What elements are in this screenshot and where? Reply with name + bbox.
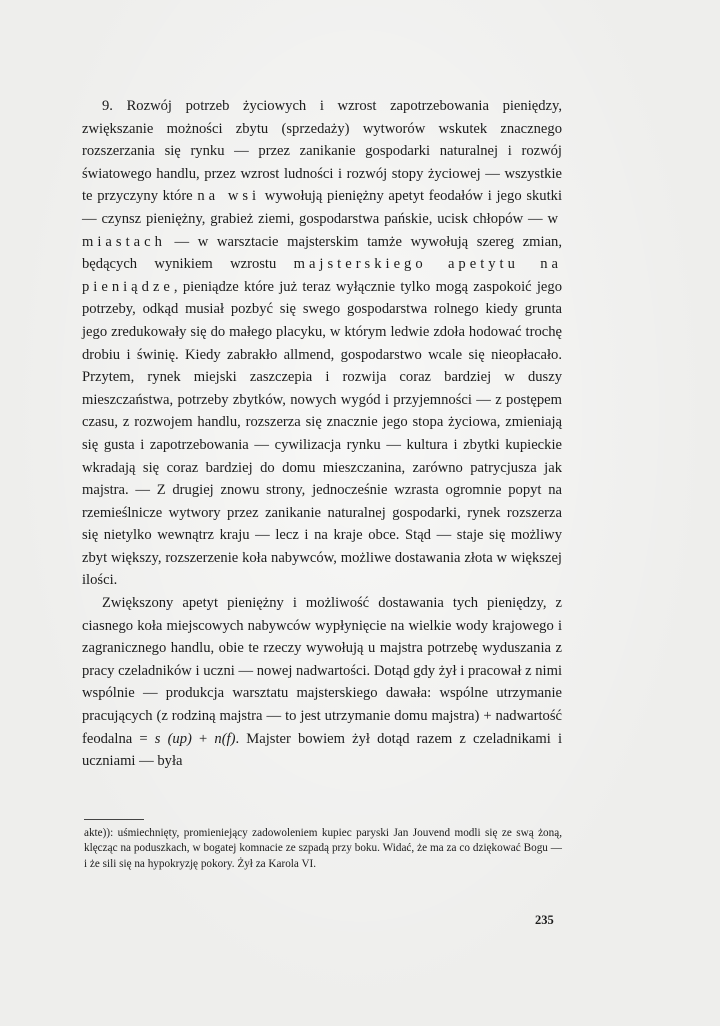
footnote-rule: [84, 819, 144, 820]
formula-term: n(f): [214, 730, 236, 747]
text-run: Zwiększony apetyt pieniężny i możliwość dostawania tych pieniędzy, z ciasnego koła miejscowych nabywców wypłynięcie na wielkie wody krajowego i zagranicznego handlu, obie te rzeczy wywołują u majstra potrzebę wyduszania z pracy czeladników i uczni — nowej nadwartości. Dotąd gdy żył i pracował z nimi wspólnie — produkcja warsztatu majsterskiego dawała: wspólne utrzymanie pracujących (z rodziną majstra — to jest utrzymanie domu majstra) + nadwartość feodalna =: [82, 595, 562, 747]
main-text: [82, 95, 562, 773]
spaced-emphasis: majsterskiego apetytu na pieniądze: [82, 256, 562, 295]
text-run: . Majster bowiem żył dotąd razem z czeladnikami i uczniami — była: [82, 730, 563, 770]
paragraph: [82, 592, 562, 773]
text-run: 9. Rozwój potrzeb życiowych i wzrost zapotrzebowania pieniędzy, zwiększanie możności zbytu (sprzedaży) wytworów wskutek znacznego rozszerzania się rynku — przez zanikanie gospodarki naturalnej i rozwój światowego handlu, przez wzrost ludności i rozwój stopy życiowej — wszystkie te przyczyny które: [82, 98, 562, 205]
text-run: — w warsztacie majsterskim tamże wywołują szereg zmian, będących wynikiem wzrostu: [82, 233, 562, 273]
text-run: +: [191, 730, 215, 747]
spaced-emphasis: na wsi: [197, 188, 261, 205]
footnote: akte)): uśmiechnięty, promieniejący zadowoleniem kupiec paryski Jan Jouvend modli się ze swą żoną, klęcząc na poduszkach, w bogatej komnacie ze szpadą przy boku. Widać, że ma za co dziękować Bogu — i że sili się na hypokryzję pokory. Żył za Karola VI.: [84, 827, 562, 870]
page-number: 235: [535, 913, 554, 927]
text-run: wywołują pieniężny apetyt feodałów i jego skutki — czynsz pieniężny, grabież ziemi, gospodarstwa pańskie, ucisk chłopów —: [82, 188, 562, 227]
spaced-emphasis: w miastach: [82, 210, 562, 250]
text-run: , pieniądze które już teraz wyłącznie tylko mogą zaspokoić jego potrzeby, odkąd musiał pozbyć się swego gospodarstwa rolnego kiedy grunta jego zredukowały się do małego placyku, w którym ledwie zdoła hodować trochę drobiu i świnię. Kiedy zabrakło allmend, gospodarstwo wcale się nieopłacało. Przytem, rynek miejski zaszczepia i rozwija coraz bardziej w duszy mieszczaństwa, potrzeby zbytków, nowych wygód i przyjemności — z postępem czasu, z rozwojem handlu, rozszerza się znacznie jego stopa życiowa, zmieniają się gusta i zapotrzebowania — cywilizacja rynku — kultura i zbytki kupieckie wkradają się coraz bardziej do domu mieszczanina, zarówno patrycjusza jak majstra. — Z drugiej znowu strony, jednocześnie wzrasta ogromnie popyt na rzemieślnicze wytwory przez zanikanie naturalnej gospodarki, rynek rozszerza się nietylko wewnątrz kraju — lecz i na kraje obce. Stąd — staje się możliwy zbyt większy, rozszerzenie koła nabywców, możliwe dostawania złota w większej ilości.: [82, 278, 562, 589]
paragraph: [82, 95, 562, 592]
formula-term: s (up): [154, 730, 192, 747]
